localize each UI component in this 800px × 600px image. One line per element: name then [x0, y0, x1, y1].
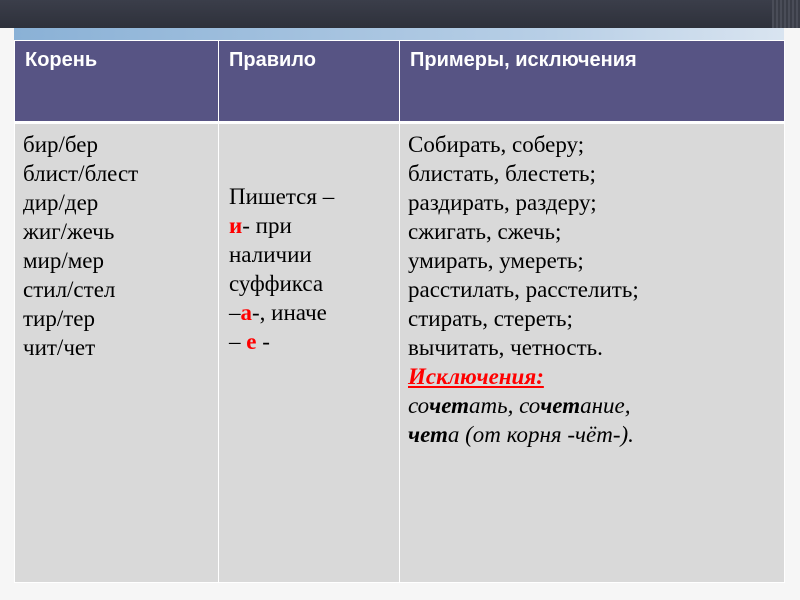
rule-letter-a: а	[240, 300, 252, 325]
exception-text: ание,	[580, 393, 631, 418]
exception-root: чет	[540, 393, 581, 418]
rule-line	[229, 327, 393, 356]
rule-letter-e: е	[246, 329, 257, 354]
root-item: чит/чет	[23, 335, 96, 360]
example-item: раздирать, раздеру;	[408, 190, 597, 215]
rule-text: -	[256, 329, 270, 354]
rule-line	[229, 211, 393, 240]
header-examples: Примеры, исключения	[400, 41, 785, 123]
roots-cell	[15, 123, 219, 583]
header-rule: Правило	[219, 41, 400, 123]
example-item: расстилать, расстелить;	[408, 277, 639, 302]
root-item: жиг/жечь	[23, 219, 115, 244]
rule-text: –	[229, 329, 247, 354]
accent-bar	[14, 28, 784, 40]
root-item: бир/бер	[23, 132, 99, 157]
exception-root: чет	[429, 393, 470, 418]
exception-text: ать, со	[469, 393, 541, 418]
root-item: тир/тер	[23, 306, 96, 331]
exception-text: со	[408, 393, 430, 418]
exception-text: а (от корня -чёт-).	[447, 422, 634, 447]
exception-line	[408, 420, 776, 449]
rule-line: суффикса	[229, 271, 324, 296]
header-row	[15, 41, 785, 123]
rule-line: наличии	[229, 242, 312, 267]
exception-root: чет	[408, 422, 448, 447]
example-item: умирать, умереть;	[408, 248, 584, 273]
root-item: стил/стел	[23, 277, 116, 302]
rule-line: Пишется –	[229, 184, 335, 209]
rule-text: -, иначе	[252, 300, 327, 325]
rule-letter-i: и	[229, 213, 243, 238]
rule-text: –	[229, 300, 241, 325]
header-root: Корень	[15, 41, 219, 123]
example-item: вычитать, четность.	[408, 335, 603, 360]
root-item: блист/блест	[23, 161, 139, 186]
rule-text: - при	[242, 213, 292, 238]
rule-line	[229, 298, 393, 327]
corner-texture	[772, 0, 800, 28]
example-item: стирать, стереть;	[408, 306, 573, 331]
example-item: Собирать, соберу;	[408, 132, 585, 157]
window-top-bar	[0, 0, 800, 28]
rules-table	[14, 40, 785, 583]
table-row	[15, 123, 785, 583]
exception-line	[408, 391, 776, 420]
rule-cell	[219, 123, 400, 583]
root-item: дир/дер	[23, 190, 99, 215]
example-item: сжигать, сжечь;	[408, 219, 562, 244]
root-item: мир/мер	[23, 248, 105, 273]
examples-cell	[400, 123, 785, 583]
exceptions-title: Исключения:	[408, 364, 544, 389]
example-item: блистать, блестеть;	[408, 161, 596, 186]
